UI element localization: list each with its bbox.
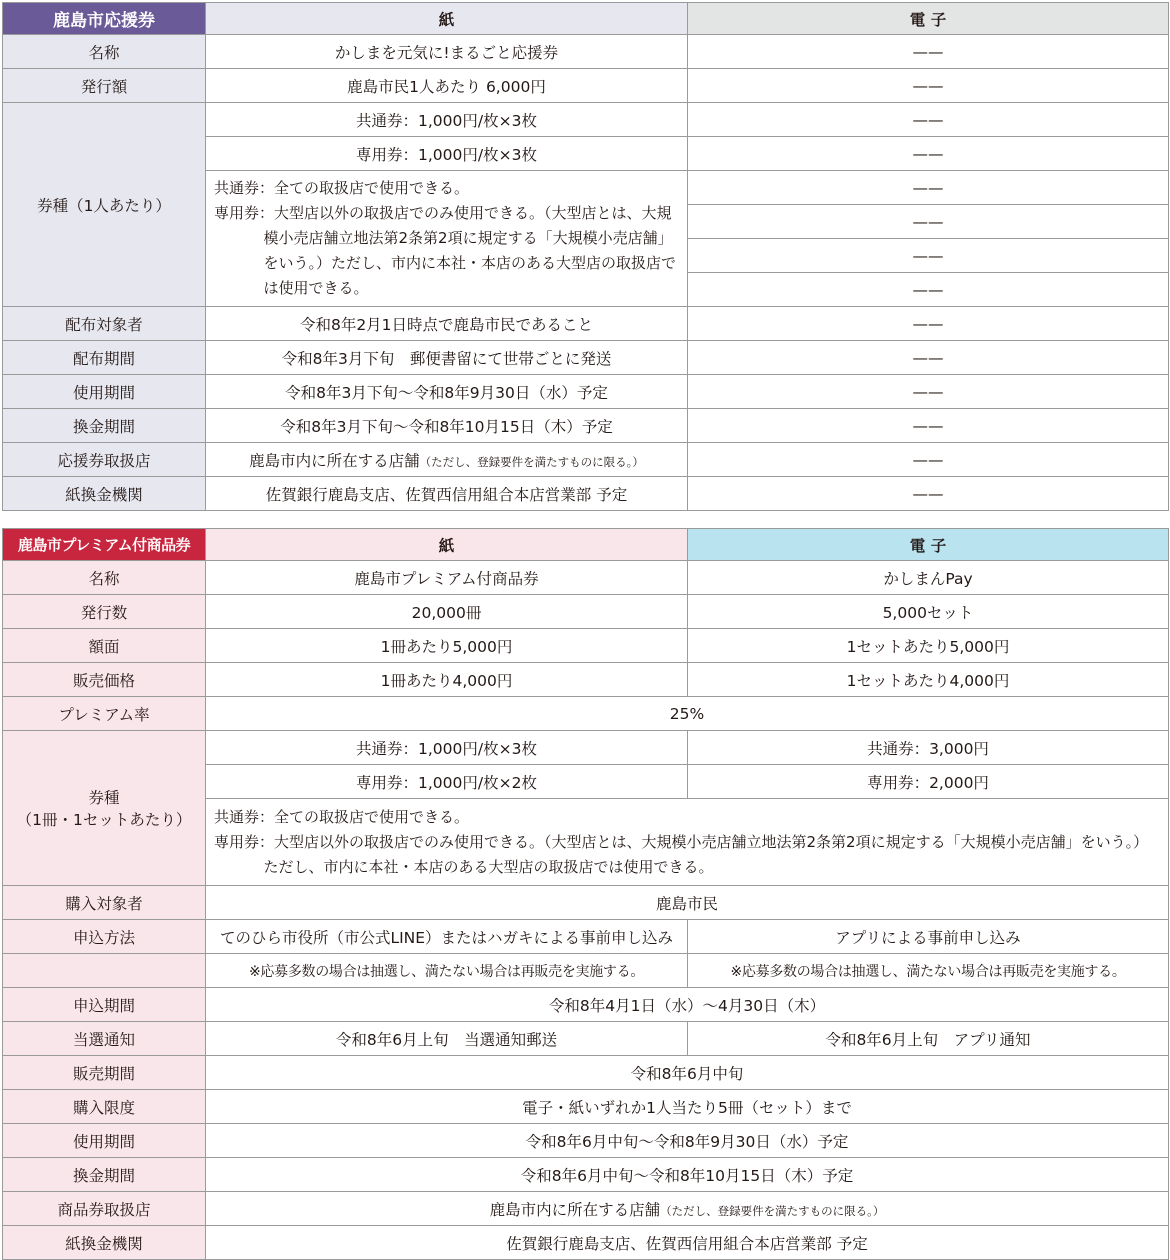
cell-dash: ——	[688, 35, 1169, 69]
cell-paper	[206, 443, 688, 477]
cell-electronic-note: ※応募多数の場合は抽選し、満たない場合は再販売を実施する。	[688, 954, 1169, 988]
cell-dash: ——	[688, 137, 1169, 171]
premium-voucher-table	[2, 528, 1169, 1260]
cell-value: 電子・紙いずれか1人当たり5冊（セット）まで	[206, 1090, 1169, 1124]
cell-paper: 共通券：1,000円/枚×3枚	[206, 731, 688, 765]
row-label: 配布期間	[3, 341, 206, 375]
table-title: 鹿島市プレミアム付商品券	[3, 529, 206, 561]
cell-electronic: 共通券：3,000円	[688, 731, 1169, 765]
row-label: 販売価格	[3, 663, 206, 697]
cell-value: 令和8年6月中旬～令和8年10月15日（木）予定	[206, 1158, 1169, 1192]
row-label: 販売期間	[3, 1056, 206, 1090]
cell-value: 令和8年6月中旬～令和8年9月30日（水）予定	[206, 1124, 1169, 1158]
support-voucher-table	[2, 2, 1169, 511]
cell-electronic: 令和8年6月上旬 アプリ通知	[688, 1022, 1169, 1056]
cell-dash: ——	[688, 477, 1169, 511]
row-label: 額面	[3, 629, 206, 663]
types-label-1: 券種	[88, 789, 120, 807]
row-label: 紙換金機関	[3, 1226, 206, 1260]
note-dedicated: 専用券：大型店以外の取扱店でのみ使用できる。（大型店とは、大規模小売店舗立地法第2条第2項に規定する「大規模小売店舗」をいう。）ただし、市内に本社・本店のある大型店の取扱店では使用できる。	[214, 204, 677, 297]
row-label: 換金期間	[3, 409, 206, 443]
cell-paper: 専用券：1,000円/枚×2枚	[206, 765, 688, 799]
cell-paper: 令和8年3月下旬～令和8年10月15日（木）予定	[206, 409, 688, 443]
cell-electronic: 1セットあたり4,000円	[688, 663, 1169, 697]
row-label: 配布対象者	[3, 307, 206, 341]
row-label-empty	[3, 954, 206, 988]
cell-paper: 1冊あたり4,000円	[206, 663, 688, 697]
cell-paper: かしまを元気に!まるごと応援券	[206, 35, 688, 69]
row-label: 使用期間	[3, 1124, 206, 1158]
cell-paper: 鹿島市プレミアム付商品券	[206, 561, 688, 595]
cell-paper-note: ※応募多数の場合は抽選し、満たない場合は再販売を実施する。	[206, 954, 688, 988]
cell-paper: 専用券：1,000円/枚×3枚	[206, 137, 688, 171]
row-label: 申込方法	[3, 920, 206, 954]
cell-dash: ——	[688, 273, 1169, 307]
types-label-2: （1冊・1セットあたり）	[16, 811, 192, 829]
cell-paper: 令和8年3月下旬 郵便書留にて世帯ごとに発送	[206, 341, 688, 375]
voucher-type-note	[206, 171, 688, 307]
cell-dash: ——	[688, 375, 1169, 409]
row-label: 申込期間	[3, 988, 206, 1022]
cell-dash: ——	[688, 69, 1169, 103]
row-label: 発行数	[3, 595, 206, 629]
stores-note: （ただし、登録要件を満たすものに限る。）	[660, 1203, 885, 1218]
cell-dash: ——	[688, 171, 1169, 205]
column-header-electronic: 電 子	[688, 3, 1169, 35]
stores-text: 鹿島市内に所在する店舗	[249, 451, 420, 470]
cell-paper: 共通券：1,000円/枚×3枚	[206, 103, 688, 137]
row-label: 使用期間	[3, 375, 206, 409]
cell-paper: 1冊あたり5,000円	[206, 629, 688, 663]
row-label: 応援券取扱店	[3, 443, 206, 477]
cell-value: 鹿島市民	[206, 886, 1169, 920]
cell-paper: 佐賀銀行鹿島支店、佐賀西信用組合本店営業部 予定	[206, 477, 688, 511]
row-label	[3, 731, 206, 886]
column-header-electronic: 電 子	[688, 529, 1169, 561]
column-header-paper: 紙	[206, 529, 688, 561]
row-label: 当選通知	[3, 1022, 206, 1056]
cell-paper: 令和8年3月下旬～令和8年9月30日（水）予定	[206, 375, 688, 409]
cell-value: 25%	[206, 697, 1169, 731]
voucher-type-note	[206, 799, 1169, 886]
stores-text: 鹿島市内に所在する店舗	[489, 1200, 661, 1219]
cell-dash: ——	[688, 409, 1169, 443]
row-label: 発行額	[3, 69, 206, 103]
cell-electronic: アプリによる事前申し込み	[688, 920, 1169, 954]
cell-dash: ——	[688, 205, 1169, 239]
note-common: 共通券：全ての取扱店で使用できる。	[214, 807, 470, 826]
column-header-paper: 紙	[206, 3, 688, 35]
row-label: 購入限度	[3, 1090, 206, 1124]
cell-value: 佐賀銀行鹿島支店、佐賀西信用組合本店営業部 予定	[206, 1226, 1169, 1260]
cell-value: 令和8年6月中旬	[206, 1056, 1169, 1090]
cell-dash: ——	[688, 239, 1169, 273]
cell-value	[206, 1192, 1169, 1226]
cell-dash: ——	[688, 443, 1169, 477]
cell-dash: ——	[688, 341, 1169, 375]
cell-electronic: 1セットあたり5,000円	[688, 629, 1169, 663]
note-dedicated: 専用券：大型店以外の取扱店でのみ使用できる。（大型店とは、大規模小売店舗立地法第2条第2項に規定する「大規模小売店舗」をいう。）ただし、市内に本社・本店のある大型店の取扱店では使用できる。	[214, 832, 1149, 876]
cell-value: 令和8年4月1日（水）～4月30日（木）	[206, 988, 1169, 1022]
cell-dash: ——	[688, 307, 1169, 341]
row-label: 名称	[3, 35, 206, 69]
row-label: プレミアム率	[3, 697, 206, 731]
row-label: 券種（1人あたり）	[3, 103, 206, 307]
row-label: 紙換金機関	[3, 477, 206, 511]
cell-electronic: 5,000セット	[688, 595, 1169, 629]
cell-electronic: かしまんPay	[688, 561, 1169, 595]
row-label: 名称	[3, 561, 206, 595]
cell-paper: てのひら市役所（市公式LINE）またはハガキによる事前申し込み	[206, 920, 688, 954]
stores-note: （ただし、登録要件を満たすものに限る。）	[419, 454, 644, 469]
cell-dash: ——	[688, 103, 1169, 137]
cell-paper: 令和8年2月1日時点で鹿島市民であること	[206, 307, 688, 341]
table-title: 鹿島市応援券	[3, 3, 206, 35]
cell-paper: 令和8年6月上旬 当選通知郵送	[206, 1022, 688, 1056]
row-label: 換金期間	[3, 1158, 206, 1192]
cell-paper: 鹿島市民1人あたり 6,000円	[206, 69, 688, 103]
cell-paper: 20,000冊	[206, 595, 688, 629]
cell-electronic: 専用券：2,000円	[688, 765, 1169, 799]
row-label: 商品券取扱店	[3, 1192, 206, 1226]
row-label: 購入対象者	[3, 886, 206, 920]
note-common: 共通券：全ての取扱店で使用できる。	[214, 179, 470, 197]
